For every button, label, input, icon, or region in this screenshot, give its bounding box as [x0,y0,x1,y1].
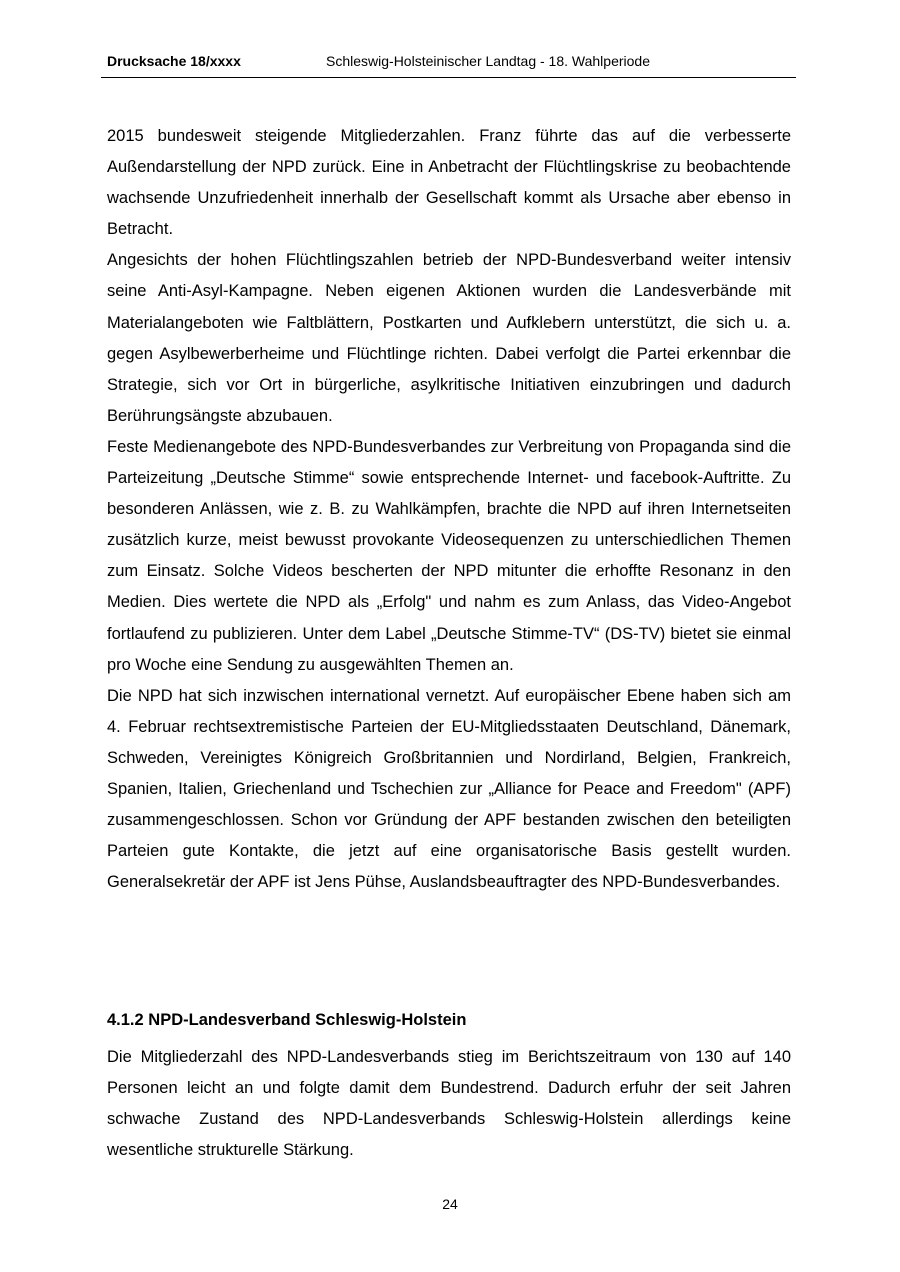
paragraph: Die NPD hat sich inzwischen international vernetzt. Auf europäischer Ebene haben sich am 4. Februar rechtsextremistische Parteien der EU-Mitgliedsstaaten Deutschland, Dänemark, Schweden, Vereinigtes Königreich Großbritannien und Nordirland, Belgien, Frankreich, Spanien, Italien, Griechenland und Tschechien zur „Alliance for Peace and Freedom" (APF) zusammengeschlossen. Schon vor Gründung der APF bestanden zwischen den beteiligten Parteien gute Kontakte, die jetzt auf eine organisatorische Basis gestellt wurden. Generalsekretär der APF ist Jens Pühse, Auslandsbeauftragter des NPD-Bundesverbandes. [107,686,791,892]
document-id: Drucksache 18/xxxx [107,53,241,69]
parliament-title: Schleswig-Holsteinischer Landtag - 18. Wahlperiode [326,53,650,69]
page-header [101,50,796,78]
section-heading: 4.1.2 NPD-Landesverband Schleswig-Holstein [107,1011,467,1029]
body-text [107,121,791,898]
paragraph: 2015 bundesweit steigende Mitgliederzahlen. Franz führte das auf die verbesserte Außendarstellung der NPD zurück. Eine in Anbetracht der Flüchtlingskrise zu beobachtende wachsende Unzufriedenheit innerhalb der Gesellschaft kommt als Ursache aber ebenso in Betracht. [107,127,791,239]
paragraph: Feste Medienangebote des NPD-Bundesverbandes zur Verbreitung von Propaganda sind die Parteizeitung „Deutsche Stimme“ sowie entsprechende Internet- und facebook-Auftritte. Zu besonderen Anlässen, wie z. B. zu Wahlkämpfen, brachte die NPD auf ihren Internetseiten zusätzlich kurze, meist bewusst provokante Videosequenzen zu unterschiedlichen Themen zum Einsatz. Solche Videos bescherten der NPD mitunter die erhoffte Resonanz in den Medien. Dies wertete die NPD als „Erfolg" und nahm es zum Anlass, das Video-Angebot fortlaufend zu publizieren. Unter dem Label „Deutsche Stimme-TV“ (DS-TV) bietet sie einmal pro Woche eine Sendung zu ausgewählten Themen an. [107,437,791,674]
page-number: 24 [442,1196,458,1212]
paragraph: Angesichts der hohen Flüchtlingszahlen betrieb der NPD-Bundesverband weiter intensiv seine Anti-Asyl-Kampagne. Neben eigenen Aktionen wurden die Landesverbände mit Materialangeboten wie Faltblättern, Postkarten und Aufklebern unterstützt, die sich u. a. gegen Asylbewerberheime und Flüchtlinge richten. Dabei verfolgt die Partei erkennbar die Strategie, sich vor Ort in bürgerliche, asylkritische Initiativen einzubringen und dadurch Berührungsängste abzubauen. [107,251,791,425]
section-paragraph: Die Mitgliederzahl des NPD-Landesverbands stieg im Berichtszeitraum von 130 auf 140 Personen leicht an und folgte damit dem Bundestrend. Dadurch erfuhr der seit Jahren schwache Zustand des NPD-Landesverbands Schleswig-Holstein allerdings keine wesentliche strukturelle Stärkung. [107,1048,791,1160]
